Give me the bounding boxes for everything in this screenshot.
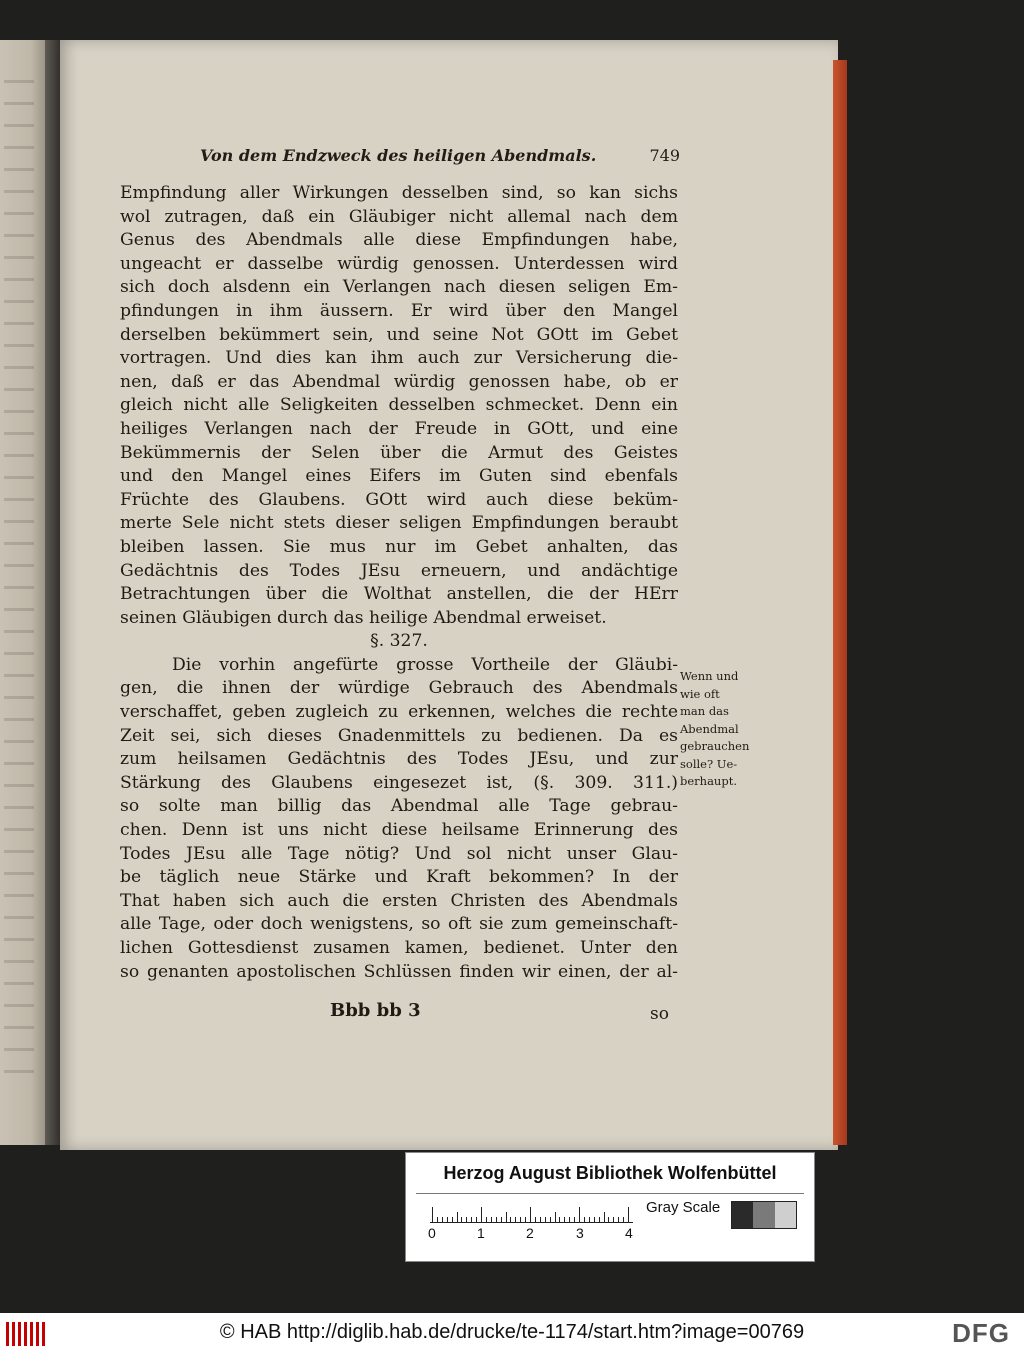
ruler-tick — [476, 1217, 477, 1223]
text-line: ungeacht er dasselbe würdig genossen. Unterdessen wird — [120, 253, 678, 274]
text-line: That haben sich auch die ersten Christen des Abendmals — [120, 890, 678, 911]
margin-note-line: gebrauchen — [680, 739, 750, 753]
page-number: 749 — [649, 146, 680, 165]
scale-number: 1 — [477, 1225, 485, 1241]
text-line: so genanten apostolischen Schlüssen finden wir einen, der al- — [120, 961, 678, 982]
ruler-tick — [594, 1217, 595, 1223]
text-line: be täglich neue Stärke und Kraft bekommen? In der — [120, 867, 678, 888]
running-header — [200, 146, 680, 172]
text-line: und den Mangel eines Eifers im Guten sind ebenfals — [120, 466, 678, 487]
ruler-tick — [589, 1217, 590, 1223]
text-line: zum heilsamen Gedächtnis des Todes JEsu, und zur — [120, 749, 678, 770]
ruler-tick — [432, 1207, 433, 1223]
gray-swatch — [732, 1202, 753, 1228]
margin-note-line: Abendmal — [680, 721, 739, 736]
ruler-tick — [515, 1217, 516, 1223]
ruler-tick — [457, 1212, 458, 1223]
scale-number: 3 — [576, 1225, 584, 1241]
ruler-tick — [535, 1217, 536, 1223]
ruler-tick — [466, 1217, 467, 1223]
text-line: derselben bekümmert sein, und seine Not GOtt im Gebet — [120, 324, 678, 345]
scale-number: 0 — [428, 1225, 436, 1241]
ruler-scale — [428, 1201, 638, 1241]
ruler-tick — [555, 1212, 556, 1223]
ruler-tick — [579, 1207, 580, 1223]
library-scale-badge — [405, 1152, 815, 1262]
ruler-tick — [506, 1212, 507, 1223]
ruler-tick — [442, 1217, 443, 1223]
ruler-tick — [437, 1217, 438, 1223]
gray-swatch — [775, 1202, 796, 1228]
left-page-text-bleed — [4, 80, 34, 1080]
ruler-tick — [618, 1217, 619, 1223]
margin-note-line: man das — [680, 704, 729, 718]
margin-note-line: Wenn und — [680, 669, 739, 683]
text-line: pfindungen in ihm äussern. Er wird über den Mangel — [120, 300, 678, 321]
library-name: Herzog August Bibliothek Wolfenbüttel — [443, 1163, 777, 1183]
ruler-tick — [447, 1217, 448, 1223]
dfg-logo: DFG — [952, 1318, 1010, 1348]
body-text — [120, 182, 678, 984]
ruler-tick — [452, 1217, 453, 1223]
ruler-tick — [613, 1217, 614, 1223]
text-line: bleiben lassen. Sie mus nur im Gebet anhalten, das — [120, 536, 678, 557]
text-line: merte Sele nicht stets dieser seligen Empfindungen beraubt — [120, 513, 678, 534]
ruler-tick — [574, 1217, 575, 1223]
text-line: Genus des Abendmals alle diese Empfindungen habe, — [120, 230, 678, 251]
text-line: vortragen. Und dies kan ihm auch zur Versicherung die- — [120, 348, 678, 369]
text-line: chen. Denn ist uns nicht diese heilsame Erinnerung des — [120, 820, 678, 841]
text-line: seinen Gläubigen durch das heilige Abendmal erweiset. — [120, 607, 607, 628]
ruler-tick — [491, 1217, 492, 1223]
badge-divider — [416, 1193, 804, 1194]
gray-swatch — [753, 1202, 774, 1228]
ruler-tick — [545, 1217, 546, 1223]
catchword: so — [650, 1004, 669, 1024]
scale-number: 4 — [625, 1225, 633, 1241]
scale-number: 2 — [526, 1225, 534, 1241]
text-line: gleich nicht alle Seligkeiten desselben schmecket. Denn ein — [120, 395, 678, 416]
copyright-url[interactable]: © HAB http://diglib.hab.de/drucke/te-1174/start.htm?image=00769 — [219, 1321, 805, 1343]
text-line: alle Tage, oder doch wenigstens, so oft sie zum gemeinschaft- — [120, 914, 678, 935]
running-title: Von dem Endzweck des heiligen Abendmals. — [200, 146, 597, 165]
text-line: Stärkung des Glaubens eingesezet ist, (§. 309. 311.) — [120, 772, 678, 793]
section-mark: §. 327. — [370, 631, 428, 652]
text-line: Bekümmernis der Selen über die Armut des Geistes — [120, 442, 678, 463]
text-line: Empfindung aller Wirkungen desselben sind, so kan sichs — [120, 183, 678, 203]
ruler-tick — [530, 1207, 531, 1223]
ruler-tick — [584, 1217, 585, 1223]
text-line: sich doch alsdenn ein Verlangen nach diesen seligen Em- — [120, 277, 678, 298]
ruler-tick — [486, 1217, 487, 1223]
text-line: gen, die ihnen der würdige Gebrauch des Abendmals — [120, 678, 678, 699]
ruler-tick — [559, 1217, 560, 1223]
ruler-tick — [604, 1212, 605, 1223]
ruler-tick — [540, 1217, 541, 1223]
gray-scale-label: Gray Scale — [646, 1199, 721, 1216]
text-line: Zeit sei, sich dieses Gnadenmittels zu bedienen. Da es — [120, 725, 678, 746]
text-line: wol zutragen, daß ein Gläubiger nicht allemal nach dem — [120, 206, 678, 227]
ruler-tick — [496, 1217, 497, 1223]
text-line: Früchte des Glaubens. GOtt wird auch diese beküm- — [120, 489, 678, 510]
ruler-tick — [471, 1217, 472, 1223]
gray-scale-swatches — [731, 1201, 797, 1229]
signature-mark: Bbb bb 3 — [330, 1000, 421, 1021]
margin-note-line: solle? Ue- — [680, 756, 738, 771]
ruler-tick — [564, 1217, 565, 1223]
ruler-tick — [525, 1217, 526, 1223]
margin-note-line: berhaupt. — [680, 774, 737, 788]
ruler-tick — [501, 1217, 502, 1223]
text-line: lichen Gottesdienst zusamen kamen, bedienet. Unter den — [120, 938, 678, 958]
text-line: verschaffet, geben zugleich zu erkennen, welches die rechte — [120, 702, 678, 723]
ruler-tick — [510, 1217, 511, 1223]
margin-note-line: wie oft — [680, 686, 720, 701]
ruler-tick — [550, 1217, 551, 1223]
text-line: Die vorhin angefürte grosse Vortheile der Gläubi- — [172, 654, 678, 675]
text-line: Betrachtungen über die Wolthat anstellen, die der HErr — [120, 584, 678, 605]
page-red-edge — [833, 60, 847, 1145]
text-line: so solte man billig das Abendmal alle Tage gebrau- — [120, 796, 678, 817]
ruler-tick — [461, 1217, 462, 1223]
ruler-tick — [628, 1207, 629, 1223]
ruler-tick — [623, 1217, 624, 1223]
ruler-tick — [599, 1217, 600, 1223]
ruler-tick — [569, 1217, 570, 1223]
ruler-tick — [608, 1217, 609, 1223]
text-line: Gedächtnis des Todes JEsu erneuern, und andächtige — [120, 560, 678, 581]
text-line: heiliges Verlangen nach der Freude in GOtt, und eine — [120, 418, 678, 439]
text-line: Todes JEsu alle Tage nötig? Und sol nicht unser Glau- — [120, 843, 678, 864]
text-line: nen, daß er das Abendmal würdig genossen habe, ob er — [120, 371, 678, 392]
ruler-tick — [520, 1217, 521, 1223]
ruler-tick — [481, 1207, 482, 1223]
margin-note — [680, 668, 755, 791]
footer-bar — [0, 1313, 1024, 1353]
